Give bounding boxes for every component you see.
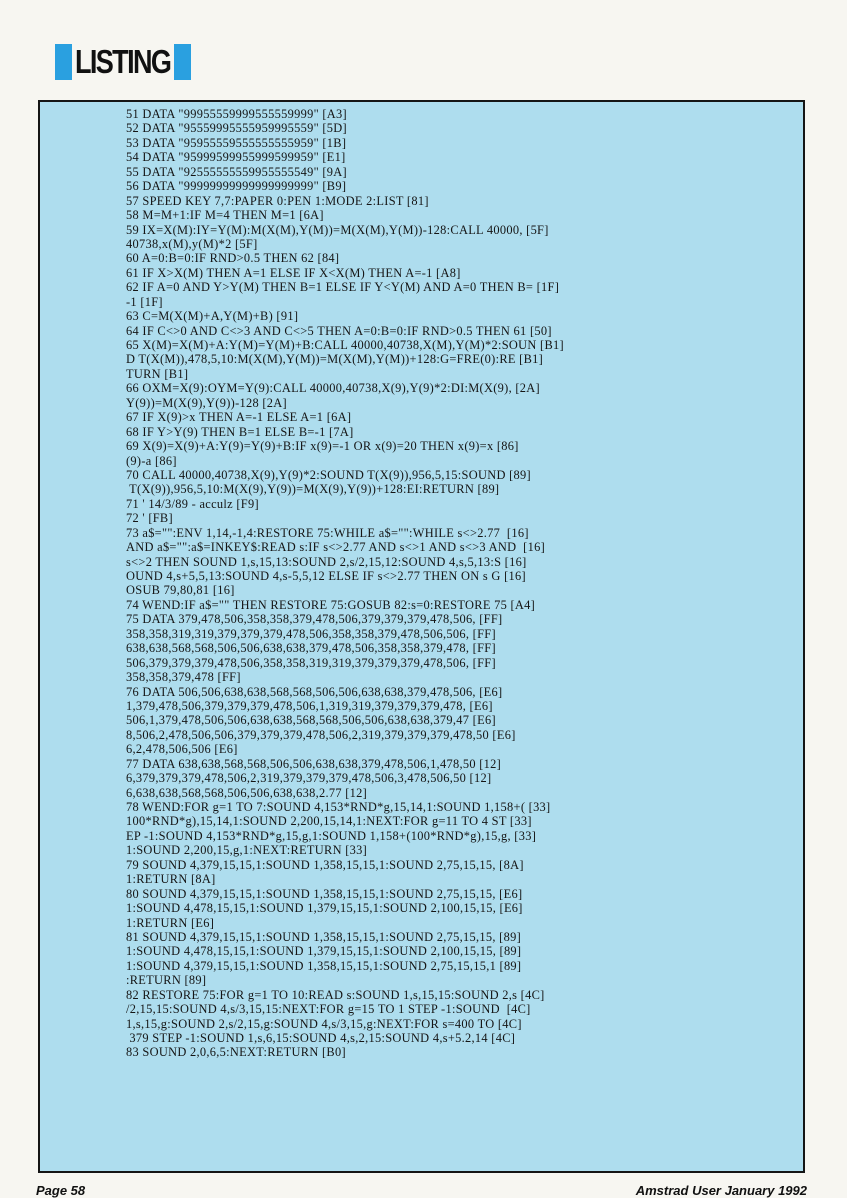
code-line: 60 A=0:B=0:IF RND>0.5 THEN 62 [84] xyxy=(126,251,340,266)
code-line: 1,s,15,g:SOUND 2,s/2,15,g:SOUND 4,s/3,15,g:NEXT:FOR s=400 TO [4C] xyxy=(126,1016,522,1031)
code-line: AND a$="":a$=INKEY$:READ s:IF s<>2.77 AND s<>1 AND s<>3 AND [16] xyxy=(126,540,546,555)
code-line: 6,638,638,568,568,506,506,638,638,2.77 [12] xyxy=(126,785,368,800)
code-line: TURN [B1] xyxy=(126,366,189,381)
code-line: 76 DATA 506,506,638,638,568,568,506,506,638,638,379,478,506, [E6] xyxy=(126,684,503,699)
code-line: 506,1,379,478,506,506,638,638,568,568,506,506,638,638,379,47 [E6] xyxy=(126,713,496,728)
code-line: 78 WEND:FOR g=1 TO 7:SOUND 4,153*RND*g,15,14,1:SOUND 1,158+( [33] xyxy=(126,800,551,814)
code-line: 6,379,379,379,478,506,2,319,379,379,379,478,506,3,478,506,50 [12] xyxy=(126,771,492,786)
code-line: 100*RND*g),15,14,1:SOUND 2,200,15,14,1:NEXT:FOR g=11 TO 4 ST [33] xyxy=(126,814,532,829)
code-line: 74 WEND:IF a$="" THEN RESTORE 75:GOSUB 82:s=0:RESTORE 75 [A4] xyxy=(126,597,536,612)
code-line: 1:SOUND 2,200,15,g,1:NEXT:RETURN [33] xyxy=(126,843,368,858)
code-line: EP -1:SOUND 4,153*RND*g,15,g,1:SOUND 1,158+(100*RND*g),15,g, [33] xyxy=(126,828,537,843)
code-line: 61 IF X>X(M) THEN A=1 ELSE IF X<X(M) THEN A=-1 [A8] xyxy=(126,265,461,280)
code-line: 58 M=M+1:IF M=4 THEN M=1 [6A] xyxy=(126,208,324,223)
code-line: 53 DATA "95955559555555555959" [1B] xyxy=(126,135,347,150)
code-line: OSUB 79,80,81 [16] xyxy=(126,583,235,598)
code-line: 8,506,2,478,506,506,379,379,379,478,506,2,319,379,379,379,478,50 [E6] xyxy=(126,727,516,742)
code-line: 75 DATA 379,478,506,358,358,379,478,506,379,379,379,478,506, [FF] xyxy=(126,612,503,627)
code-line: 358,358,319,319,379,379,379,478,506,358,358,379,478,506,506, [FF] xyxy=(126,626,496,641)
code-line: 1,379,478,506,379,379,379,478,506,1,319,319,379,379,379,478, [E6] xyxy=(126,698,493,713)
code-line: 638,638,568,568,506,506,638,638,379,478,506,358,358,379,478, [FF] xyxy=(126,641,496,656)
code-line: 358,358,379,478 [FF] xyxy=(126,670,241,685)
code-line: 1:RETURN [E6] xyxy=(126,915,215,930)
code-line: 83 SOUND 2,0,6,5:NEXT:RETURN [B0] xyxy=(126,1045,346,1060)
code-line: 62 IF A=0 AND Y>Y(M) THEN B=1 ELSE IF Y<Y(M) AND A=0 THEN B= [1F] xyxy=(126,280,560,295)
code-line: 379 STEP -1:SOUND 1,s,6,15:SOUND 4,s,2,15:SOUND 4,s+5.2,14 [4C] xyxy=(126,1031,516,1045)
code-line: 72 ' [FB] xyxy=(126,511,173,526)
code-line: 52 DATA "95559995555959995559" [5D] xyxy=(126,121,347,136)
magazine-issue: Amstrad User January 1992 xyxy=(635,1183,807,1198)
code-line: 63 C=M(X(M)+A,Y(M)+B) [91] xyxy=(126,309,299,324)
page-number: Page 58 xyxy=(36,1183,86,1198)
code-line: 77 DATA 638,638,568,568,506,506,638,638,379,478,506,1,478,50 [12] xyxy=(126,756,502,771)
code-line: -1 [1F] xyxy=(126,294,163,309)
code-line: 79 SOUND 4,379,15,15,1:SOUND 1,358,15,15,1:SOUND 2,75,15,15, [8A] xyxy=(126,857,524,872)
code-listing xyxy=(126,107,786,1060)
code-line: 73 a$="":ENV 1,14,-1,4:RESTORE 75:WHILE a$="":WHILE s<>2.77 [16] xyxy=(126,525,529,540)
code-line: 67 IF X(9)>x THEN A=-1 ELSE A=1 [6A] xyxy=(126,410,352,425)
code-line: Y(9))=M(X(9),Y(9))-128 [2A] xyxy=(126,395,287,410)
code-line: 65 X(M)=X(M)+A:Y(M)=Y(M)+B:CALL 40000,40738,X(M),Y(M)*2:SOUN [B1] xyxy=(126,338,564,352)
code-line: s<>2 THEN SOUND 1,s,15,13:SOUND 2,s/2,15,12:SOUND 4,s,5,13:S [16] xyxy=(126,554,527,569)
code-line: 56 DATA "99999999999999999999" [B9] xyxy=(126,179,347,194)
code-line: :RETURN [89] xyxy=(126,973,207,988)
code-line: 51 DATA "99955559999555559999" [A3] xyxy=(126,107,347,121)
code-line: 80 SOUND 4,379,15,15,1:SOUND 1,358,15,15,1:SOUND 2,75,15,15, [E6] xyxy=(126,886,523,901)
code-line: 70 CALL 40000,40738,X(9),Y(9)*2:SOUND T(X(9)),956,5,15:SOUND [89] xyxy=(126,467,531,482)
code-line: 81 SOUND 4,379,15,15,1:SOUND 1,358,15,15,1:SOUND 2,75,15,15, [89] xyxy=(126,929,522,944)
header-right-block xyxy=(174,44,191,80)
code-line: 57 SPEED KEY 7,7:PAPER 0:PEN 1:MODE 2:LIST [81] xyxy=(126,193,429,208)
code-line: 6,2,478,506,506 [E6] xyxy=(126,742,238,757)
code-line: OUND 4,s+5,5,13:SOUND 4,s-5,5,12 ELSE IF s<>2.77 THEN ON s G [16] xyxy=(126,569,526,583)
listing-box xyxy=(38,100,805,1173)
code-line: 1:RETURN [8A] xyxy=(126,872,216,887)
code-line: 55 DATA "92555555559955555549" [9A] xyxy=(126,164,347,179)
code-line: 71 ' 14/3/89 - acculz [F9] xyxy=(126,496,259,511)
header-left-block xyxy=(55,44,72,80)
code-line: 82 RESTORE 75:FOR g=1 TO 10:READ s:SOUND 1,s,15,15:SOUND 2,s [4C] xyxy=(126,987,545,1002)
code-line: 68 IF Y>Y(9) THEN B=1 ELSE B=-1 [7A] xyxy=(126,424,354,439)
code-line: 1:SOUND 4,478,15,15,1:SOUND 1,379,15,15,1:SOUND 2,100,15,15, [E6] xyxy=(126,901,523,916)
code-line: T(X(9)),956,5,10:M(X(9),Y(9))=M(X(9),Y(9))+128:EI:RETURN [89] xyxy=(126,482,500,497)
code-line: 54 DATA "95999599955999599959" [E1] xyxy=(126,150,346,165)
section-header xyxy=(55,42,191,82)
section-title: LISTING xyxy=(75,43,171,80)
code-line: 59 IX=X(M):IY=Y(M):M(X(M),Y(M))=M(X(M),Y(M))-128:CALL 40000, [5F] xyxy=(126,222,549,237)
code-line: 1:SOUND 4,379,15,15,1:SOUND 1,358,15,15,1:SOUND 2,75,15,15,1 [89] xyxy=(126,958,522,973)
code-line: 1:SOUND 4,478,15,15,1:SOUND 1,379,15,15,1:SOUND 2,100,15,15, [89] xyxy=(126,944,522,959)
code-line: 64 IF C<>0 AND C<>3 AND C<>5 THEN A=0:B=0:IF RND>0.5 THEN 61 [50] xyxy=(126,323,552,338)
code-line: 40738,x(M),y(M)*2 [5F] xyxy=(126,236,258,251)
code-line: 506,379,379,379,478,506,358,358,319,319,379,379,379,478,506, [FF] xyxy=(126,655,496,670)
code-line: /2,15,15:SOUND 4,s/3,15,15:NEXT:FOR g=15 TO 1 STEP -1:SOUND [4C] xyxy=(126,1002,531,1017)
code-line: 69 X(9)=X(9)+A:Y(9)=Y(9)+B:IF x(9)=-1 OR x(9)=20 THEN x(9)=x [86] xyxy=(126,439,519,454)
code-line: 66 OXM=X(9):OYM=Y(9):CALL 40000,40738,X(9),Y(9)*2:DI:M(X(9), [2A] xyxy=(126,381,540,396)
code-line: (9)-a [86] xyxy=(126,453,177,468)
code-line: D T(X(M)),478,5,10:M(X(M),Y(M))=M(X(M),Y(M))+128:G=FRE(0):RE [B1] xyxy=(126,352,544,367)
